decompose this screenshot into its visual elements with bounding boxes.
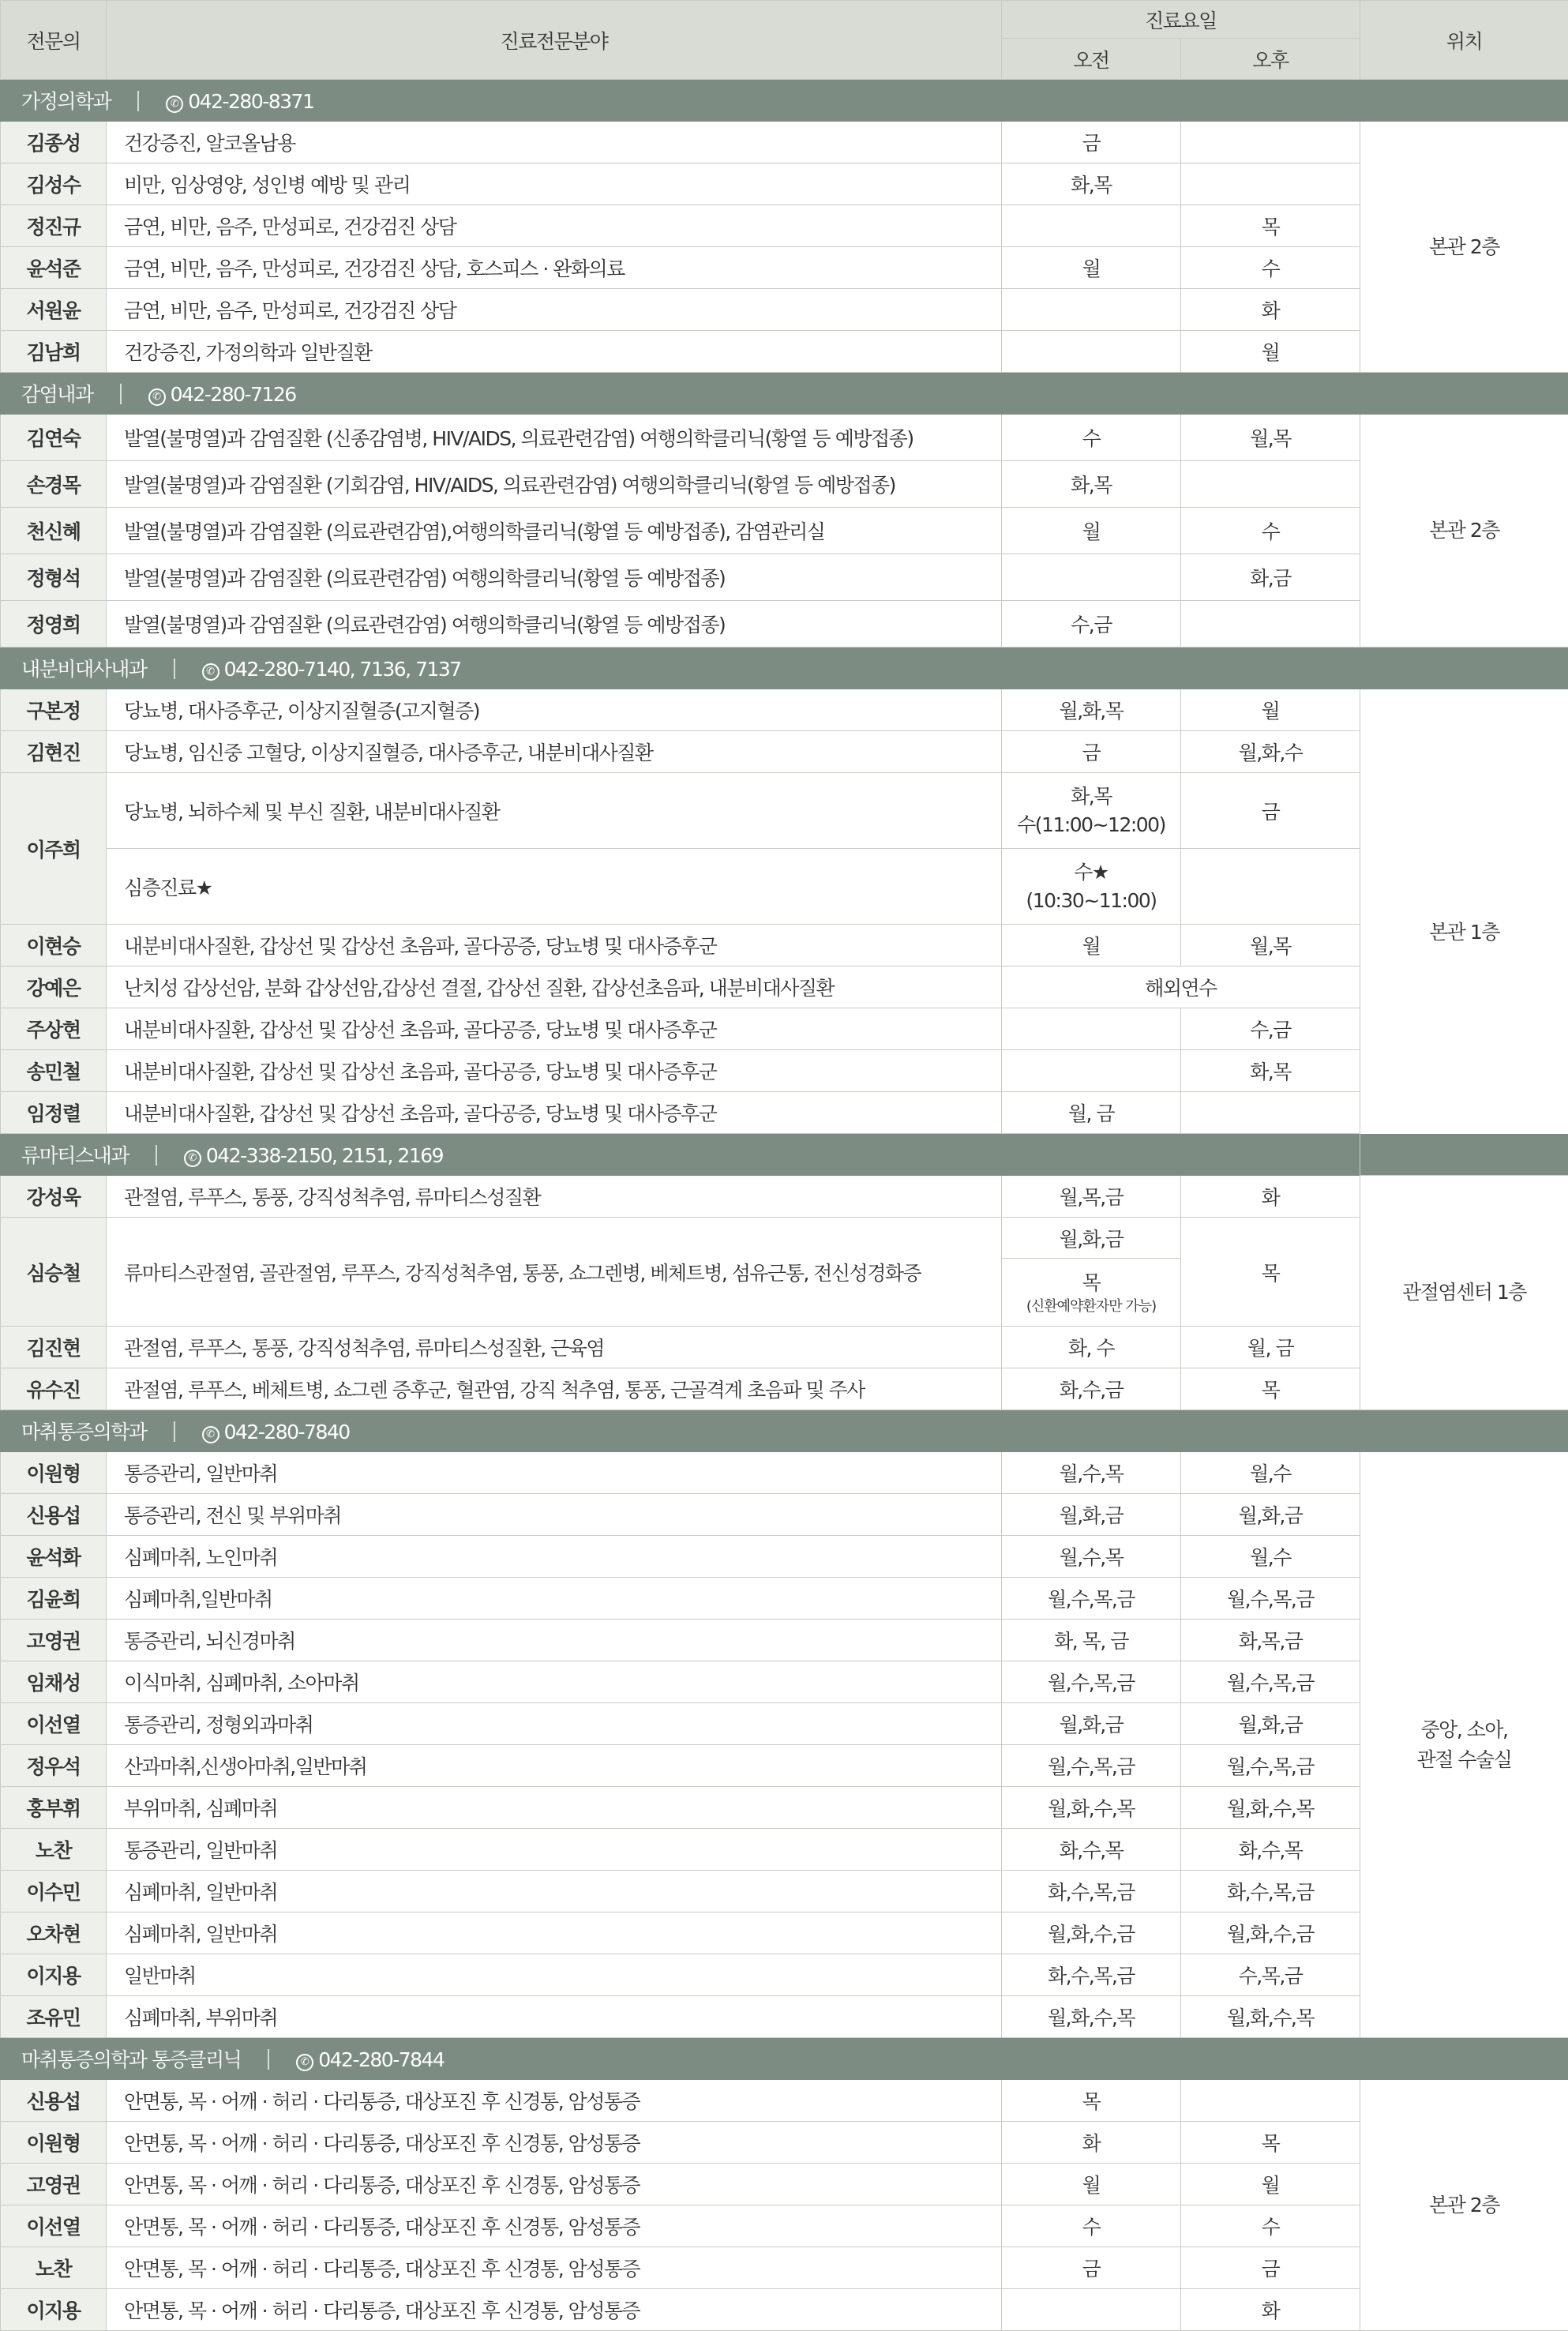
table-row (1, 289, 1568, 331)
doctor-name: 이수민 (1, 1871, 107, 1912)
table-row (1, 331, 1568, 373)
table-row (1, 1452, 1568, 1494)
specialty: 내분비대사질환, 갑상선 및 갑상선 초음파, 골다공증, 당뇨병 및 대사증후군 (107, 925, 1002, 967)
table-row (1, 1996, 1568, 2038)
am-days (1002, 773, 1181, 849)
pm-days (1181, 122, 1360, 163)
specialty: 발열(불명열)과 감염질환 (의료관련감염) 여행의학클리닉(황열 등 예방접종) (107, 601, 1002, 648)
table-row (1, 1536, 1568, 1578)
table-row (1, 1092, 1568, 1134)
table-row (1, 1829, 1568, 1871)
table-row (1, 1954, 1568, 1996)
am-days: 월, 금 (1002, 1092, 1181, 1134)
table-row (1, 1578, 1568, 1620)
specialty: 발열(불명열)과 감염질환 (신종감염병, HIV/AIDS, 의료관련감염) 여행의학클리닉(황열 등 예방접종) (107, 415, 1002, 461)
am-days (1002, 2289, 1181, 2331)
dept-phone: 042-280-7840 (224, 1421, 350, 1443)
section-header (1, 373, 1568, 415)
table-row (1, 2080, 1568, 2122)
specialty: 류마티스관절염, 골관절염, 루푸스, 강직성척추염, 통풍, 쇼그렌병, 베체트병, 섬유근통, 전신성경화증 (107, 1218, 1002, 1327)
table-row (1, 2289, 1568, 2331)
doctor-name: 임채성 (1, 1661, 107, 1703)
specialty: 심층진료★ (107, 849, 1002, 925)
table-row (1, 925, 1568, 967)
pm-days: 화,수,목 (1181, 1829, 1360, 1871)
am-days (1002, 205, 1181, 247)
am-days: 월,화,목 (1002, 689, 1181, 731)
specialty: 안면통, 목 · 어깨 · 허리 · 다리통증, 대상포진 후 신경통, 암성통증 (107, 2122, 1002, 2164)
location: 본관 2층 (1360, 2080, 1568, 2331)
specialty: 심폐마취, 부위마취 (107, 1996, 1002, 2038)
location: 본관 1층 (1360, 689, 1568, 1176)
table-row (1, 205, 1568, 247)
pm-days: 금 (1181, 773, 1360, 849)
am-days: 금 (1002, 731, 1181, 773)
am-days-line2: 수(11:00~12:00) (1017, 813, 1165, 836)
pm-days: 화 (1181, 289, 1360, 331)
am-days-note: (신환예약환자만 가능) (1010, 1297, 1172, 1316)
specialty: 당뇨병, 뇌하수체 및 부신 질환, 내분비대사질환 (107, 773, 1002, 849)
doctor-name: 이주희 (1, 773, 107, 925)
doctor-name: 김현진 (1, 731, 107, 773)
header-days: 진료요일 (1002, 1, 1360, 39)
doctor-name: 윤석준 (1, 247, 107, 289)
am-days: 화,수,목 (1002, 1829, 1181, 1871)
pm-days: 월,화,수,목 (1181, 1996, 1360, 2038)
pm-days: 월,목 (1181, 925, 1360, 967)
am-days: 수 (1002, 415, 1181, 461)
doctor-name: 신용섭 (1, 1494, 107, 1536)
table-row (1, 163, 1568, 205)
specialty: 일반마취 (107, 1954, 1002, 1996)
am-days: 월,수,목,금 (1002, 1745, 1181, 1787)
doctor-name: 고영권 (1, 2164, 107, 2205)
pm-days: 월,화,금 (1181, 1494, 1360, 1536)
section-header (1, 1410, 1568, 1452)
specialty: 산과마취,신생아마취,일반마취 (107, 1745, 1002, 1787)
table-row (1, 849, 1568, 925)
am-days: 화,수,금 (1002, 1368, 1181, 1410)
specialty: 부위마취, 심폐마취 (107, 1787, 1002, 1829)
specialty: 발열(불명열)과 감염질환 (의료관련감염),여행의학클리닉(황열 등 예방접종), 감염관리실 (107, 508, 1002, 554)
specialty: 발열(불명열)과 감염질환 (의료관련감염) 여행의학클리닉(황열 등 예방접종) (107, 554, 1002, 601)
section-header (1, 80, 1568, 122)
table-row (1, 1661, 1568, 1703)
am-days: 화,수,목,금 (1002, 1954, 1181, 1996)
dept-phone: 042-280-7140, 7136, 7137 (224, 658, 461, 681)
specialty: 비만, 임상영양, 성인병 예방 및 관리 (107, 163, 1002, 205)
specialty: 통증관리, 일반마취 (107, 1452, 1002, 1494)
am-days (1002, 554, 1181, 601)
header-am: 오전 (1002, 39, 1181, 80)
specialty: 금연, 비만, 음주, 만성피로, 건강검진 상담 (107, 289, 1002, 331)
phone-icon: ✆ (148, 388, 166, 406)
specialty: 관절염, 루푸스, 통풍, 강직성척추염, 류마티스성질환, 근육염 (107, 1327, 1002, 1368)
table-row (1, 1912, 1568, 1954)
table-row (1, 1368, 1568, 1410)
am-days: 월,화,수,금 (1002, 1912, 1181, 1954)
location-line2: 관절 수술실 (1417, 1748, 1512, 1771)
pm-days: 화,목,금 (1181, 1620, 1360, 1661)
pm-days: 월,수,목,금 (1181, 1745, 1360, 1787)
dept-name: 감염내과 (21, 383, 93, 406)
doctor-name: 정영희 (1, 601, 107, 648)
am-days: 월,화,수,목 (1002, 1787, 1181, 1829)
specialty: 내분비대사질환, 갑상선 및 갑상선 초음파, 골다공증, 당뇨병 및 대사증후군 (107, 1008, 1002, 1050)
am-days: 월,수,목,금 (1002, 1578, 1181, 1620)
doctor-name: 유수진 (1, 1368, 107, 1410)
specialty: 심폐마취, 일반마취 (107, 1912, 1002, 1954)
am-days: 월,목,금 (1002, 1176, 1181, 1218)
am-days: 월 (1002, 508, 1181, 554)
header-pm: 오후 (1181, 39, 1360, 80)
table-row (1, 601, 1568, 648)
specialty: 통증관리, 정형외과마취 (107, 1703, 1002, 1745)
specialty: 심폐마취, 일반마취 (107, 1871, 1002, 1912)
am-days: 화 (1002, 2122, 1181, 2164)
table-row (1, 247, 1568, 289)
specialty: 관절염, 루푸스, 통풍, 강직성척추염, 류마티스성질환 (107, 1176, 1002, 1218)
header-specialty: 진료전문분야 (107, 1, 1002, 80)
location-line1: 중앙, 소아, (1421, 1718, 1508, 1741)
am-days (1002, 331, 1181, 373)
table-row (1, 1703, 1568, 1745)
table-row (1, 461, 1568, 508)
phone-icon: ✆ (166, 96, 183, 113)
pm-days: 월,화,금 (1181, 1703, 1360, 1745)
doctor-name: 홍부휘 (1, 1787, 107, 1829)
specialty: 통증관리, 전신 및 부위마취 (107, 1494, 1002, 1536)
doctor-name: 김진현 (1, 1327, 107, 1368)
dept-name: 류마티스내과 (21, 1144, 129, 1167)
am-days: 월,화,금 (1002, 1494, 1181, 1536)
am-days: 화,목 (1002, 461, 1181, 508)
location (1360, 1452, 1568, 2038)
pm-days: 화 (1181, 1176, 1360, 1218)
specialty: 심폐마취,일반마취 (107, 1578, 1002, 1620)
doctor-name: 이지용 (1, 1954, 107, 1996)
doctor-name: 김종성 (1, 122, 107, 163)
doctor-name: 이원형 (1, 1452, 107, 1494)
specialty: 통증관리, 일반마취 (107, 1829, 1002, 1871)
table-row (1, 773, 1568, 849)
pm-days: 화,목 (1181, 1050, 1360, 1092)
am-days: 월 (1002, 925, 1181, 967)
doctor-name: 이지용 (1, 2289, 107, 2331)
am-days: 월,화,수,목 (1002, 1996, 1181, 2038)
table-row (1, 2205, 1568, 2247)
table-row (1, 554, 1568, 601)
pm-days: 월 (1181, 331, 1360, 373)
table-row (1, 731, 1568, 773)
am-days: 수,금 (1002, 601, 1181, 648)
specialty: 안면통, 목 · 어깨 · 허리 · 다리통증, 대상포진 후 신경통, 암성통증 (107, 2289, 1002, 2331)
am-days: 월 (1002, 247, 1181, 289)
am-days: 월,수,목 (1002, 1452, 1181, 1494)
table-row (1, 2122, 1568, 2164)
specialty: 내분비대사질환, 갑상선 및 갑상선 초음파, 골다공증, 당뇨병 및 대사증후군 (107, 1050, 1002, 1092)
doctor-name: 윤석화 (1, 1536, 107, 1578)
specialty: 건강증진, 가정의학과 일반질환 (107, 331, 1002, 373)
am-days: 월,화,금 (1002, 1703, 1181, 1745)
dept-phone: 042-280-7844 (318, 2048, 444, 2071)
doctor-name: 김남희 (1, 331, 107, 373)
specialty: 안면통, 목 · 어깨 · 허리 · 다리통증, 대상포진 후 신경통, 암성통증 (107, 2247, 1002, 2289)
specialty: 통증관리, 뇌신경마취 (107, 1620, 1002, 1661)
pm-days (1181, 163, 1360, 205)
table-row (1, 1327, 1568, 1368)
doctor-name: 조유민 (1, 1996, 107, 2038)
doctor-name: 고영권 (1, 1620, 107, 1661)
specialty: 당뇨병, 임신중 고혈당, 이상지질혈증, 대사증후군, 내분비대사질환 (107, 731, 1002, 773)
table-row (1, 1008, 1568, 1050)
location: 본관 2층 (1360, 415, 1568, 648)
table-row (1, 2164, 1568, 2205)
am-days: 월,화,금 (1002, 1218, 1181, 1259)
specialty: 안면통, 목 · 어깨 · 허리 · 다리통증, 대상포진 후 신경통, 암성통증 (107, 2080, 1002, 2122)
am-days-line2: (10:30~11:00) (1026, 889, 1156, 912)
phone-icon: ✆ (184, 1150, 201, 1167)
specialty: 관절염, 루푸스, 베체트병, 쇼그렌 증후군, 혈관염, 강직 척추염, 통풍, 근골격계 초음파 및 주사 (107, 1368, 1002, 1410)
table-row (1, 1787, 1568, 1829)
location: 본관 2층 (1360, 122, 1568, 373)
am-days-line1: 화,목 (1071, 785, 1112, 808)
doctor-name: 임정렬 (1, 1092, 107, 1134)
table-row (1, 508, 1568, 554)
am-days: 월,수,목 (1002, 1536, 1181, 1578)
specialty: 내분비대사질환, 갑상선 및 갑상선 초음파, 골다공증, 당뇨병 및 대사증후군 (107, 1092, 1002, 1134)
am-days: 수 (1002, 2205, 1181, 2247)
pm-days: 월,화,수,목 (1181, 1787, 1360, 1829)
am-days: 월 (1002, 2164, 1181, 2205)
pm-days: 월, 금 (1181, 1327, 1360, 1368)
dept-name: 내분비대사내과 (21, 658, 147, 681)
pm-days: 월,수,목,금 (1181, 1578, 1360, 1620)
doctor-name: 김성수 (1, 163, 107, 205)
am-days (1002, 1050, 1181, 1092)
pm-days: 목 (1181, 205, 1360, 247)
table-row (1, 1050, 1568, 1092)
am-days: 화,목 (1002, 163, 1181, 205)
am-days: 화,수,목,금 (1002, 1871, 1181, 1912)
pm-days: 월,화,수 (1181, 731, 1360, 773)
am-days: 월,수,목,금 (1002, 1661, 1181, 1703)
phone-icon: ✆ (202, 1426, 219, 1443)
specialty: 금연, 비만, 음주, 만성피로, 건강검진 상담 (107, 205, 1002, 247)
table-row (1, 1620, 1568, 1661)
dept-name: 가정의학과 (21, 90, 111, 113)
location: 관절염센터 1층 (1360, 1176, 1568, 1410)
pm-days: 수 (1181, 247, 1360, 289)
am-days: 화, 수 (1002, 1327, 1181, 1368)
table-row (1, 1176, 1568, 1218)
doctor-name: 구본정 (1, 689, 107, 731)
pm-days (1181, 1092, 1360, 1134)
am-days (1002, 1259, 1181, 1327)
specialty: 안면통, 목 · 어깨 · 허리 · 다리통증, 대상포진 후 신경통, 암성통증 (107, 2205, 1002, 2247)
dept-phone: 042-280-7126 (171, 383, 296, 406)
doctor-name: 노찬 (1, 2247, 107, 2289)
table-row (1, 1745, 1568, 1787)
doctor-name: 오차현 (1, 1912, 107, 1954)
table-row (1, 415, 1568, 461)
pm-days: 월,수,목,금 (1181, 1661, 1360, 1703)
table-row (1, 122, 1568, 163)
doctor-name: 이선열 (1, 1703, 107, 1745)
pm-days: 화,금 (1181, 554, 1360, 601)
table-row (1, 2247, 1568, 2289)
doctor-name: 신용섭 (1, 2080, 107, 2122)
pm-days (1181, 461, 1360, 508)
doctor-name: 심승철 (1, 1218, 107, 1327)
am-days: 목 (1002, 2080, 1181, 2122)
dept-name: 마취통증의학과 (21, 1421, 147, 1443)
am-days-line2: 목 (1082, 1271, 1101, 1294)
specialty: 난치성 갑상선암, 분화 갑상선암,갑상선 결절, 갑상선 질환, 갑상선초음파, 내분비대사질환 (107, 967, 1002, 1008)
pm-days: 수,목,금 (1181, 1954, 1360, 1996)
doctor-name: 천신혜 (1, 508, 107, 554)
pm-days: 목 (1181, 1368, 1360, 1410)
specialty: 이식마취, 심폐마취, 소아마취 (107, 1661, 1002, 1703)
table-row (1, 1494, 1568, 1536)
pm-days (1181, 849, 1360, 925)
doctor-name: 정우석 (1, 1745, 107, 1787)
doctor-name: 주상현 (1, 1008, 107, 1050)
table-row (1, 689, 1568, 731)
pm-days: 금 (1181, 2247, 1360, 2289)
pm-days: 화,수,목,금 (1181, 1871, 1360, 1912)
pm-days: 월,목 (1181, 415, 1360, 461)
dept-name: 마취통증의학과 통증클리닉 (21, 2048, 241, 2071)
am-days (1002, 849, 1181, 925)
pm-days: 화 (1181, 2289, 1360, 2331)
pm-days: 월 (1181, 689, 1360, 731)
am-days (1002, 1008, 1181, 1050)
doctor-name: 손경목 (1, 461, 107, 508)
pm-days: 수,금 (1181, 1008, 1360, 1050)
pm-days: 수 (1181, 508, 1360, 554)
section-header (1, 648, 1568, 689)
specialty: 당뇨병, 대사증후군, 이상지질혈증(고지혈증) (107, 689, 1002, 731)
pm-days: 월,수 (1181, 1536, 1360, 1578)
dept-phone: 042-338-2150, 2151, 2169 (206, 1144, 443, 1167)
doctor-name: 정형석 (1, 554, 107, 601)
table-row (1, 1871, 1568, 1912)
doctor-name: 김연숙 (1, 415, 107, 461)
doctor-name: 송민철 (1, 1050, 107, 1092)
header-location: 위치 (1360, 1, 1568, 80)
specialty: 발열(불명열)과 감염질환 (기회감염, HIV/AIDS, 의료관련감염) 여행의학클리닉(황열 등 예방접종) (107, 461, 1002, 508)
doctor-name: 정진규 (1, 205, 107, 247)
doctor-name: 서원윤 (1, 289, 107, 331)
pm-days: 월,화,수,금 (1181, 1912, 1360, 1954)
doctor-name: 이원형 (1, 2122, 107, 2164)
specialty: 금연, 비만, 음주, 만성피로, 건강검진 상담, 호스피스 · 완화의료 (107, 247, 1002, 289)
phone-icon: ✆ (202, 663, 219, 681)
pm-days: 월 (1181, 2164, 1360, 2205)
doctor-name: 이현승 (1, 925, 107, 967)
table-row (1, 967, 1568, 1008)
doctor-name: 강예은 (1, 967, 107, 1008)
doctor-name: 김윤희 (1, 1578, 107, 1620)
specialty: 심폐마취, 노인마취 (107, 1536, 1002, 1578)
doctor-name: 노찬 (1, 1829, 107, 1871)
specialty: 건강증진, 알코올남용 (107, 122, 1002, 163)
schedule-note: 해외연수 (1002, 967, 1360, 1008)
am-days: 금 (1002, 122, 1181, 163)
section-header (1, 2038, 1568, 2080)
pm-days (1181, 2080, 1360, 2122)
specialty: 안면통, 목 · 어깨 · 허리 · 다리통증, 대상포진 후 신경통, 암성통증 (107, 2164, 1002, 2205)
pm-days: 월,수 (1181, 1452, 1360, 1494)
pm-days: 수 (1181, 2205, 1360, 2247)
am-days: 금 (1002, 2247, 1181, 2289)
pm-days: 목 (1181, 2122, 1360, 2164)
header-doctor: 전문의 (1, 1, 107, 80)
phone-icon: ✆ (296, 2054, 313, 2071)
doctor-name: 이선열 (1, 2205, 107, 2247)
section-header (1, 1134, 1568, 1176)
pm-days (1181, 601, 1360, 648)
doctor-name: 강성욱 (1, 1176, 107, 1218)
pm-days: 목 (1181, 1218, 1360, 1327)
am-days-line1: 수★ (1074, 861, 1108, 884)
am-days (1002, 289, 1181, 331)
am-days: 화, 목, 금 (1002, 1620, 1181, 1661)
dept-phone: 042-280-8371 (188, 90, 313, 113)
table-row (1, 1218, 1568, 1259)
